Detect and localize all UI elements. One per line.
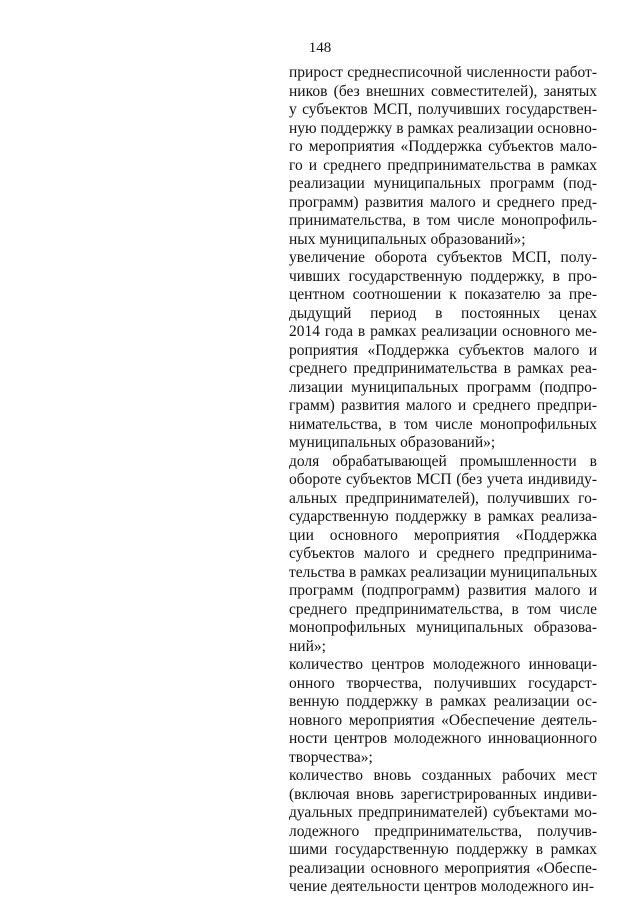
text-line: ную поддержку в рамках реализации основно- xyxy=(289,119,597,137)
text-line: лизации муниципальных программ (подпро- xyxy=(289,378,597,396)
text-line: среднего предпринимательства, в том числе xyxy=(289,600,597,618)
text-line: лодежного предпринимательства, получив- xyxy=(289,822,597,840)
text-line: творчества»; xyxy=(289,748,373,766)
text-line: альных предпринимателей), получивших го- xyxy=(289,489,597,507)
text-line: чивших государственную поддержку, в про- xyxy=(289,267,597,285)
text-line: принимательства, в том числе монопрофиль- xyxy=(289,212,597,229)
paragraph xyxy=(289,656,597,767)
text-line: го и среднего предпринимательства в рамках xyxy=(289,156,597,174)
paragraph xyxy=(289,64,597,249)
text-line: центном соотношении к показателю за пре- xyxy=(289,286,597,303)
text-line: го мероприятия «Поддержка субъектов мало- xyxy=(289,138,597,155)
text-line: дыдущий период в постоянных ценах xyxy=(289,304,597,322)
text-line: муниципальных образований»; xyxy=(289,434,496,451)
text-line: 2014 года в рамках реализации основного ме- xyxy=(289,323,597,340)
text-line: количество вновь созданных рабочих мест xyxy=(289,767,597,784)
paragraph xyxy=(289,453,597,657)
text-line: тельства в рамках реализации муниципальных xyxy=(289,563,598,581)
text-line: ции основного мероприятия «Поддержка xyxy=(289,526,597,544)
paragraph xyxy=(289,249,597,453)
text-line: сударственную поддержку в рамках реализа- xyxy=(289,508,597,525)
text-line: ний»; xyxy=(289,637,326,655)
text-line: у субъектов МСП, получивших государствен- xyxy=(289,101,597,118)
text-line: монопрофильных муниципальных образова- xyxy=(289,619,597,636)
text-line: реализации основного мероприятия «Обеспе- xyxy=(289,859,597,877)
text-line: дуальных предпринимателей) субъектами мо- xyxy=(289,804,597,821)
text-line: нимательства, в том числе монопрофильных xyxy=(289,415,597,433)
text-line: обороте субъектов МСП (без учета индивиду- xyxy=(289,471,597,488)
text-line: грамм) развития малого и среднего предпри- xyxy=(289,397,597,414)
text-line: субъектов малого и среднего предпринима- xyxy=(289,545,597,562)
text-line: ных муниципальных образований»; xyxy=(289,230,526,248)
text-line: программ) развития малого и среднего пред- xyxy=(289,193,597,211)
text-line: роприятия «Поддержка субъектов малого и xyxy=(289,341,597,359)
text-line: ников (без внешних совместителей), занятых xyxy=(289,82,597,100)
text-line: онного творчества, получивших государст- xyxy=(289,674,597,692)
text-line: увеличение оборота субъектов МСП, полу- xyxy=(289,249,597,266)
paragraph xyxy=(289,767,597,897)
text-line: венную поддержку в рамках реализации ос- xyxy=(289,693,597,710)
text-line: прирост среднесписочной численности работ- xyxy=(289,64,597,81)
text-line: чение деятельности центров молодежного ин- xyxy=(289,878,595,895)
body-text xyxy=(289,64,597,897)
text-line: доля обрабатывающей промышленности в xyxy=(289,452,597,470)
page-number: 148 xyxy=(308,40,332,56)
text-line: реализации муниципальных программ (под- xyxy=(289,175,597,192)
text-line: новного мероприятия «Обеспечение деятель- xyxy=(289,711,597,729)
text-line: количество центров молодежного инноваци- xyxy=(289,656,597,673)
text-line: среднего предпринимательства в рамках реа- xyxy=(289,360,597,377)
text-line: ности центров молодежного инновационного xyxy=(289,730,597,747)
text-line: шими государственную поддержку в рамках xyxy=(289,841,597,858)
text-line: (включая вновь зарегистрированных индиви- xyxy=(289,785,597,803)
text-line: программ (подпрограмм) развития малого и xyxy=(289,582,597,599)
